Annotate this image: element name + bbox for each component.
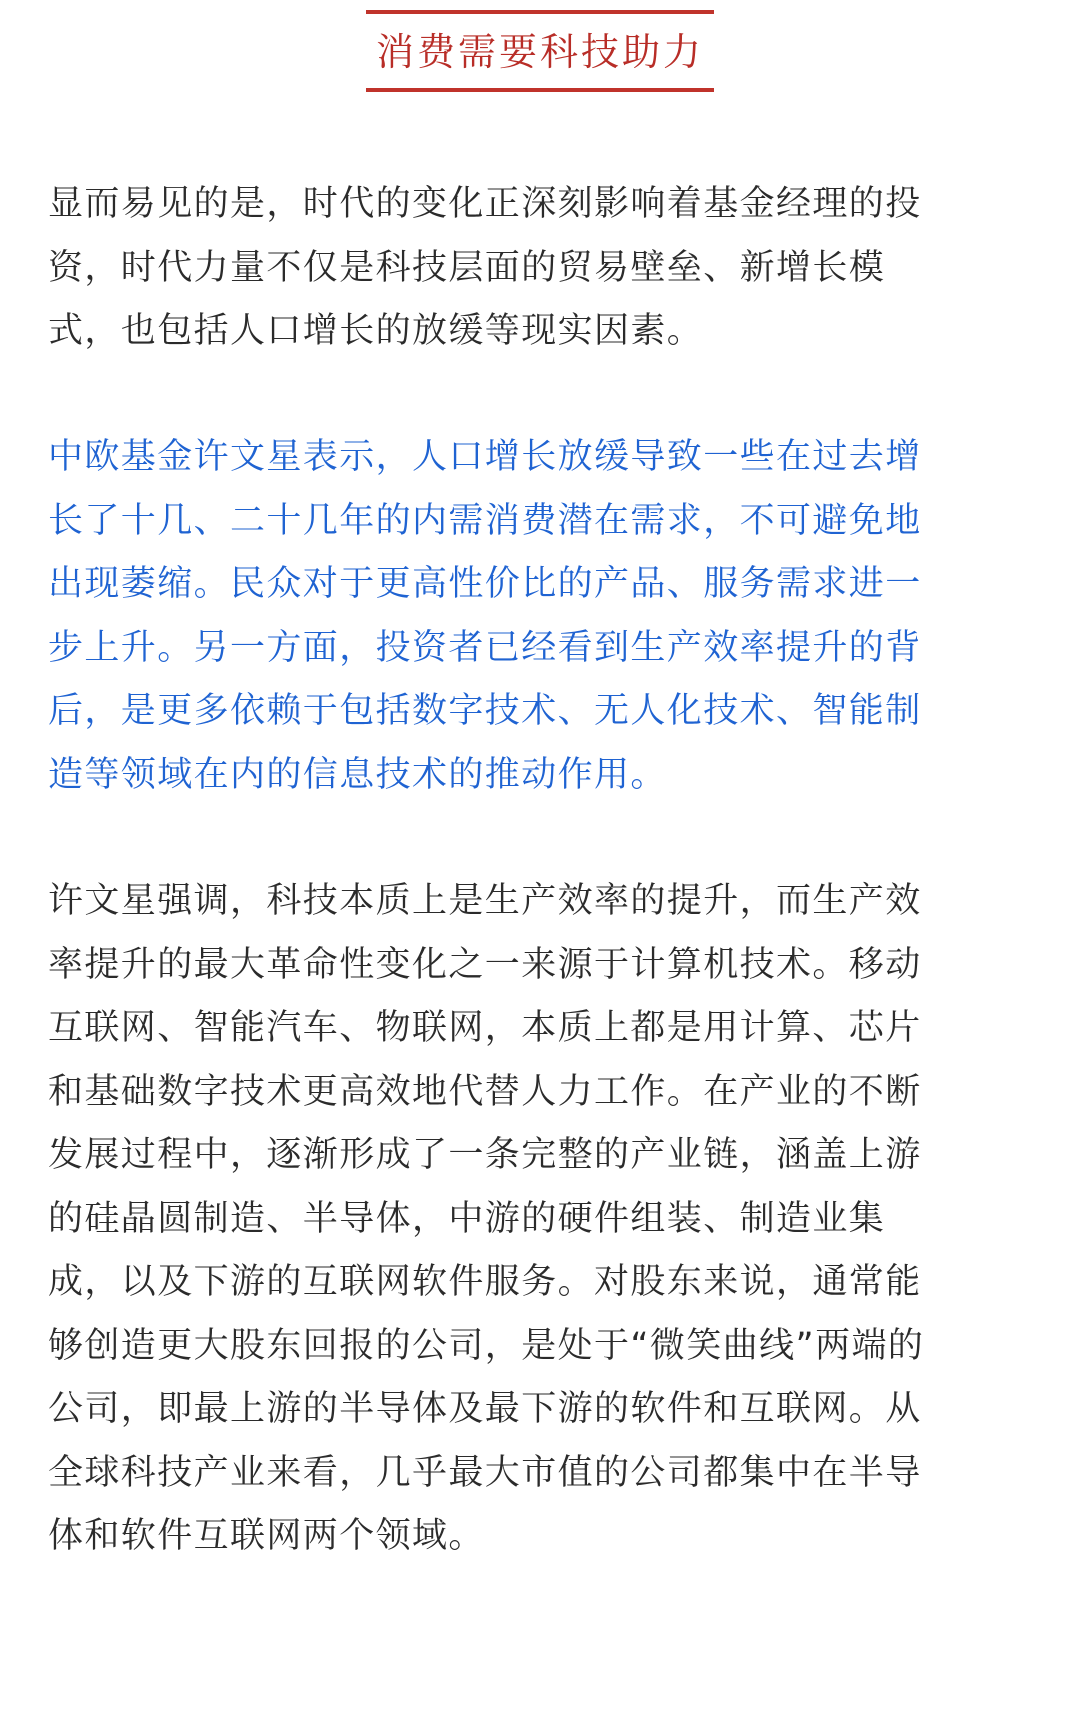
paragraph-line: 资，时代力量不仅是科技层面的贸易壁垒、新增长模 [48,247,886,288]
paragraph-highlight-quote [48,426,1038,807]
section-title-block [0,10,1080,92]
title-top-rule [366,10,714,14]
paragraph-line: 中欧基金许文星表示，人口增长放缓导致一些在过去增 [48,437,922,477]
paragraph-line: 的硅晶圆制造、半导体，中游的硬件组装、制造业集 [48,1198,886,1239]
section-title: 消费需要科技助力 [375,30,704,74]
paragraph-line: 全球科技产业来看，几乎最大市值的公司都集中在半导 [48,1452,922,1493]
paragraph-intro [48,173,1038,364]
paragraph-line: 后，是更多依赖于包括数字技术、无人化技术、智能制 [48,691,922,731]
paragraph-emphasis [48,870,1038,1569]
paragraph-line: 成，以及下游的互联网软件服务。对股东来说，通常能 [48,1262,922,1302]
paragraph-line: 造等领域在内的信息技术的推动作用。 [48,754,667,795]
paragraph-line: 率提升的最大革命性变化之一来源于计算机技术。移动 [48,944,922,985]
paragraph-line: 显而易见的是，时代的变化正深刻影响着基金经理的投 [48,184,922,224]
title-bottom-rule [366,88,714,92]
paragraph-line: 发展过程中，逐渐形成了一条完整的产业链，涵盖上游 [48,1135,922,1175]
paragraph-line: 许文星强调，科技本质上是生产效率的提升，而生产效 [48,881,922,921]
paragraph-line: 步上升。另一方面，投资者已经看到生产效率提升的背 [48,627,922,668]
paragraph-line: 互联网、智能汽车、物联网，本质上都是用计算、芯片 [48,1008,922,1048]
paragraph-line: 式，也包括人口增长的放缓等现实因素。 [48,311,704,351]
paragraph-line: 长了十几、二十几年的内需消费潜在需求，不可避免地 [48,500,922,541]
paragraph-line: 够创造更大股东回报的公司，是处于“微笑曲线”两端的 [48,1325,925,1366]
paragraph-line: 体和软件互联网两个领域。 [48,1516,485,1556]
section-title-frame [366,10,714,92]
paragraph-line: 公司，即最上游的半导体及最下游的软件和互联网。从 [48,1389,922,1429]
paragraph-line: 出现萎缩。民众对于更高性价比的产品、服务需求进一 [48,564,922,604]
paragraph-line: 和基础数字技术更高效地代替人力工作。在产业的不断 [48,1071,922,1112]
